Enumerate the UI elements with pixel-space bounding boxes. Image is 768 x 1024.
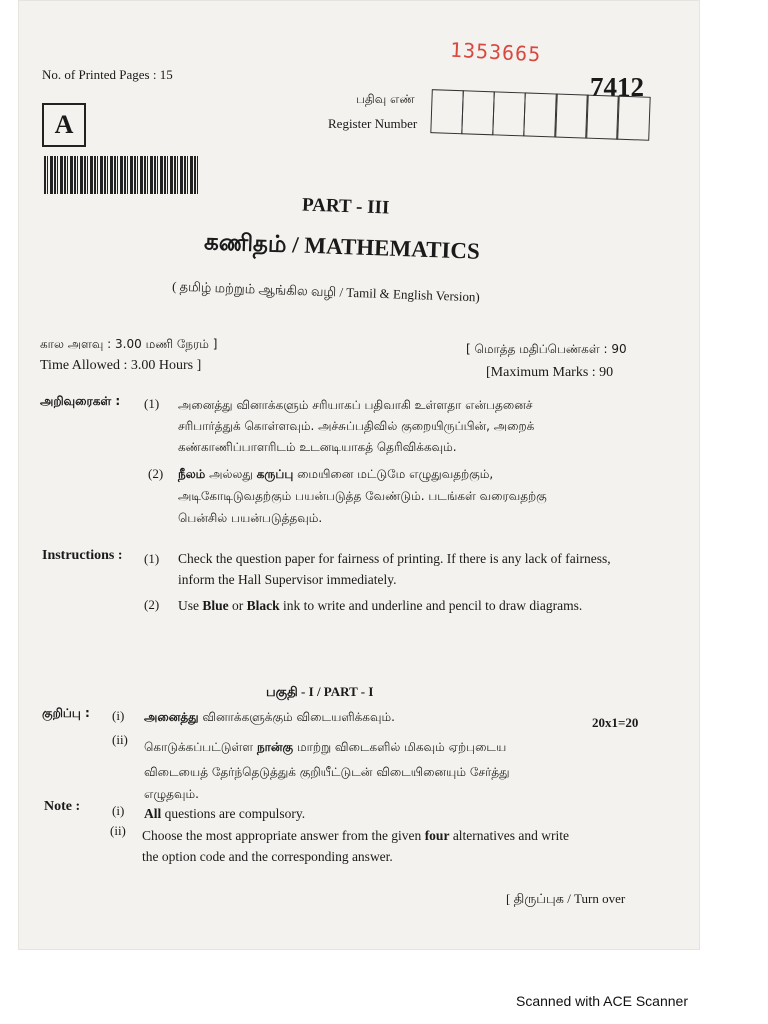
register-label-tamil: பதிவு எண்	[356, 92, 415, 106]
barcode	[44, 156, 198, 194]
note-line	[144, 740, 506, 756]
ink-color-black: கருப்பு	[256, 467, 294, 481]
ink-color-black: Black	[246, 598, 280, 613]
note-line	[144, 710, 395, 726]
note-number: (ii)	[110, 823, 126, 838]
instruction-number: (1)	[144, 551, 160, 566]
instruction-number: (2)	[148, 466, 164, 481]
instructions-tamil-label: அறிவுரைகள் :	[40, 394, 121, 408]
subject-title: கணிதம் / MATHEMATICS	[203, 229, 481, 264]
instructions-english-label: Instructions :	[42, 548, 123, 563]
note-english-label: Note :	[44, 799, 81, 814]
text-span-bold: அனைத்து	[144, 710, 199, 724]
text-span: questions are compulsory.	[161, 806, 306, 821]
part-one-heading: பகுதி - I / PART - I	[266, 684, 374, 699]
turn-over: [ திருப்புக / Turn over	[506, 891, 626, 906]
part-title: PART - III	[301, 194, 390, 219]
serial-stamp: 1353665	[449, 37, 542, 67]
note-line: எழுதவும்.	[144, 787, 199, 801]
instruction-line: inform the Hall Supervisor immediately.	[178, 572, 397, 587]
text-span-bold: All	[144, 806, 162, 821]
text-span: கொடுக்கப்பட்டுள்ள	[144, 740, 257, 754]
register-number-boxes	[431, 89, 650, 141]
text-span: Use	[178, 598, 203, 613]
register-digit-box	[430, 89, 464, 134]
instruction-line: பென்சில் பயன்படுத்தவும்.	[178, 511, 323, 525]
note-number: (ii)	[112, 732, 128, 747]
max-marks-tamil: [ மொத்த மதிப்பெண்கள் : 90	[466, 342, 627, 356]
note-line: விடையைத் தேர்ந்தெடுத்துக் குறியீட்டுடன் விடையினையும் சேர்த்து	[144, 765, 510, 779]
text-span: மாற்று விடைகளில் மிகவும் ஏற்புடைய	[293, 740, 507, 754]
max-marks-english: [Maximum Marks : 90	[486, 365, 614, 380]
instruction-number: (2)	[144, 597, 160, 612]
note-line	[142, 828, 569, 844]
instruction-line: கண்காணிப்பாளரிடம் உடனடியாகத் தெரிவிக்கவும்.	[178, 440, 457, 454]
note-number: (i)	[112, 803, 125, 818]
instruction-line: Check the question paper for fairness of printing. If there is any lack of fairness,	[178, 551, 611, 566]
text-span: alternatives and write	[449, 828, 570, 843]
register-digit-box	[617, 96, 651, 141]
note-line: the option code and the corresponding answer.	[142, 849, 393, 864]
question-set-letter: A	[42, 103, 86, 147]
note-tamil-label: குறிப்பு :	[42, 706, 90, 720]
time-allowed-english: Time Allowed : 3.00 Hours ]	[40, 358, 202, 373]
ink-color-blue: Blue	[202, 598, 229, 613]
instruction-line: அனைத்து வினாக்களும் சரியாகப் பதிவாகி உள்ளதா என்பதனைச்	[178, 398, 533, 412]
register-digit-box	[523, 92, 557, 137]
text-span: வினாக்களுக்கும் விடையளிக்கவும்.	[198, 710, 395, 724]
text-span-bold: four	[424, 828, 450, 843]
ink-color-blue: நீலம்	[178, 467, 206, 481]
scanner-watermark: Scanned with ACE Scanner	[516, 993, 688, 1009]
instruction-number: (1)	[144, 396, 160, 411]
register-digit-box	[554, 94, 588, 139]
note-number: (i)	[112, 708, 125, 723]
register-digit-box	[492, 91, 526, 136]
note-line	[144, 806, 305, 822]
instruction-line: அடிகோடிடுவதற்கும் பயன்படுத்த வேண்டும். படங்கள் வரைவதற்கு	[178, 489, 547, 503]
part-one-marks: 20x1=20	[592, 715, 639, 730]
register-digit-box	[585, 95, 619, 140]
text-span: Choose the most appropriate answer from the given	[142, 828, 425, 843]
register-digit-box	[461, 90, 495, 135]
text-span-bold: நான்கு	[256, 740, 294, 754]
text-span: or	[228, 598, 247, 613]
text-span: மையினை மட்டுமே எழுதுவதற்கும்,	[293, 467, 494, 481]
text-span: அல்லது	[205, 467, 257, 481]
register-label-english: Register Number	[328, 116, 418, 131]
paper-code: 7412	[590, 72, 644, 102]
time-allowed-tamil: கால அளவு : 3.00 மணி நேரம் ]	[40, 337, 218, 351]
instruction-line: சரிபார்த்துக் கொள்ளவும். அச்சுப்பதிவில் குறையிருப்பின், அறைக்	[178, 419, 535, 433]
text-span: ink to write and underline and pencil to draw diagrams.	[279, 598, 583, 613]
printed-pages: No. of Printed Pages : 15	[42, 67, 173, 82]
instruction-line	[178, 467, 493, 483]
instruction-line	[178, 598, 582, 614]
version-line: ( தமிழ் மற்றும் ஆங்கில வழி / Tamil & English Version)	[171, 278, 481, 305]
